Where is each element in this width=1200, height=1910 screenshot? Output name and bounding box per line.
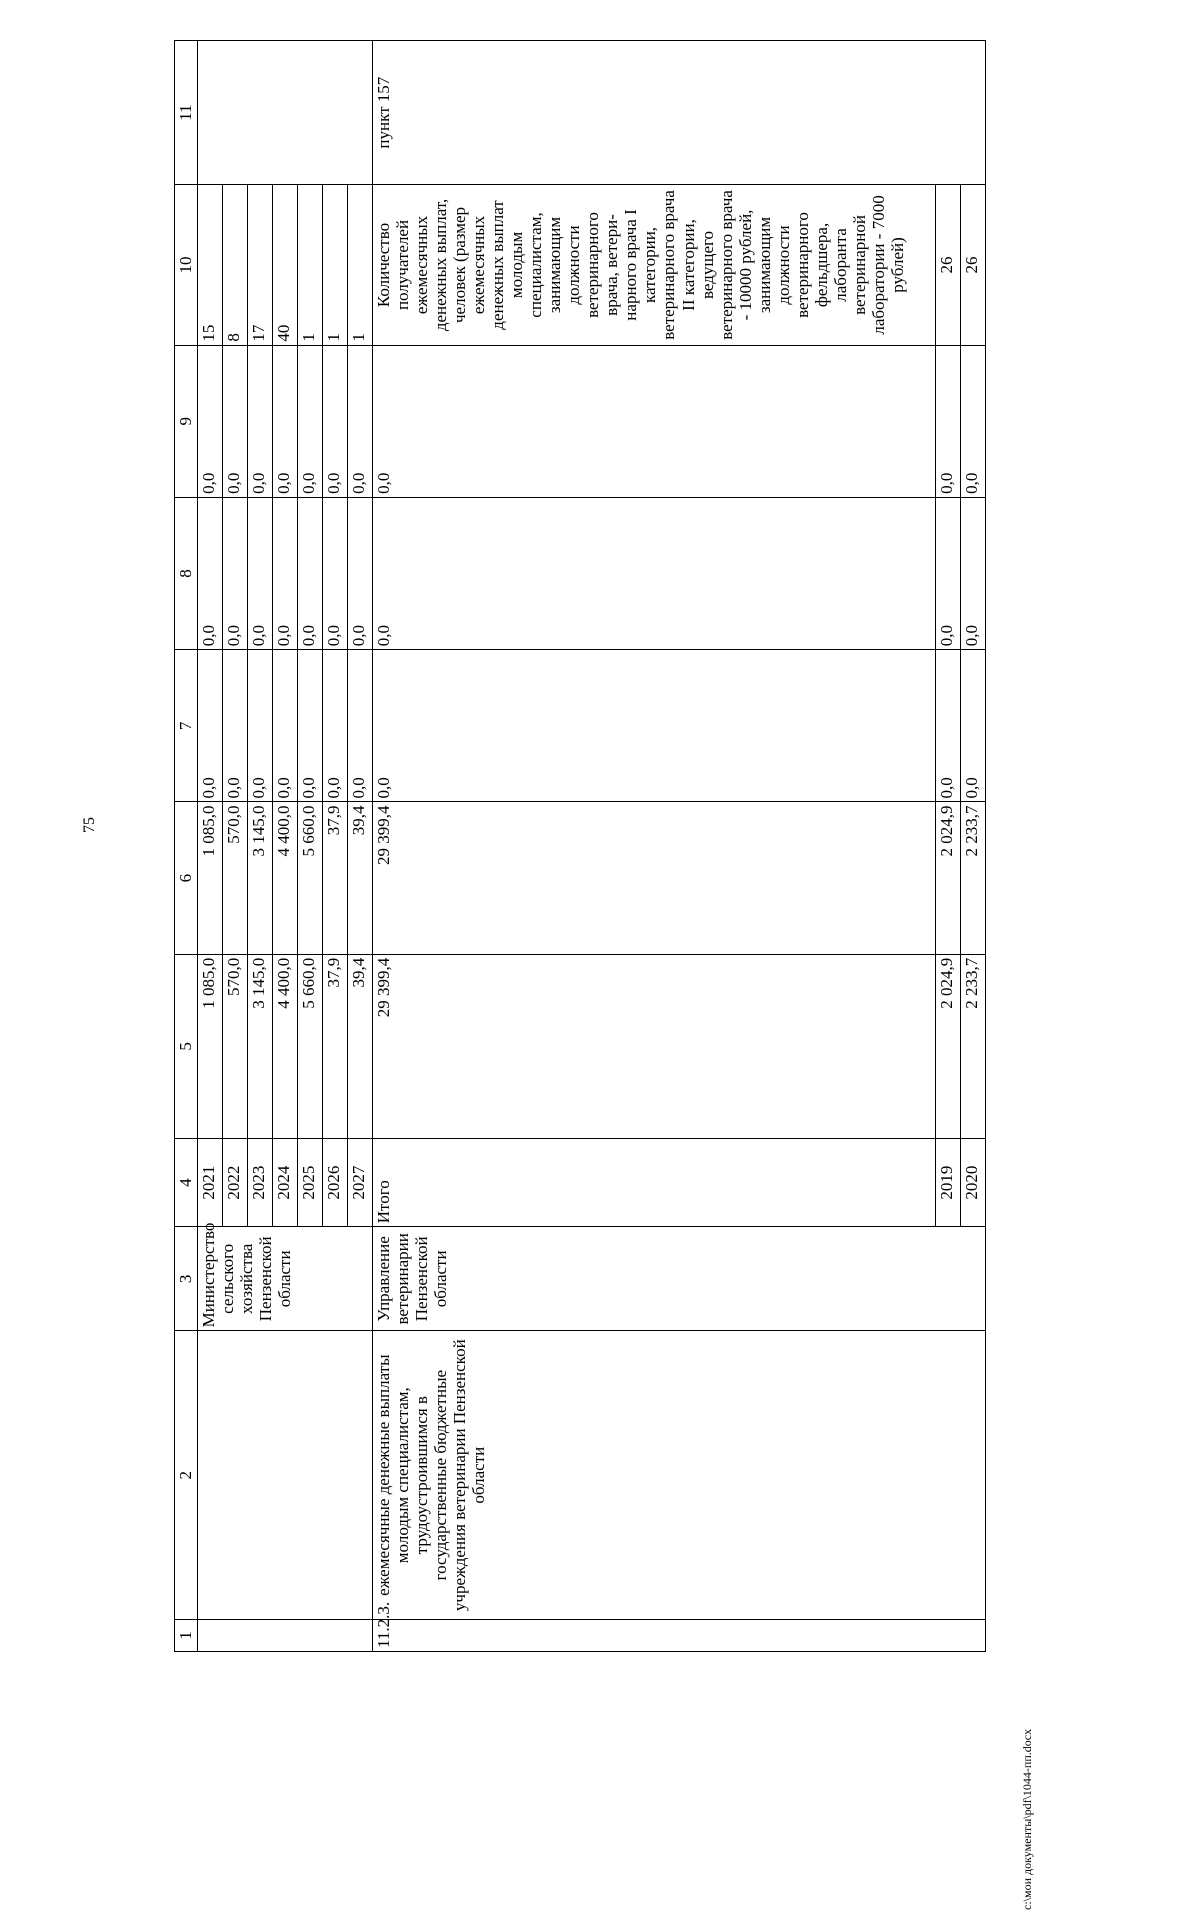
col-header: 7 (175, 650, 198, 802)
indicator-text: Количество получателей ежемесячных денежных выплат, человек (размер ежемесячных денежных выплат молодым специалистам, занимающим должности ветеринарного врача, ветери-нарного врача I категории, ветеринарного врача II категории, ведущего ветеринарного врача - 10000 рублей, занимающим должности ветеринарного фельдшера, лаборанта ветеринарной лаборатории - 7000 рублей) (373, 185, 936, 345)
table-row: Министерство сельского хозяйства Пензенской области 2021 1 085,0 1 085,0 0,0 0,0 0,0 15 (198, 41, 223, 1652)
col-header: 5 (175, 954, 198, 1138)
col-header: 11 (175, 41, 198, 185)
col-header: 1 (175, 1619, 198, 1651)
table-row: 2026 37,9 37,9 0,0 0,0 0,0 1 (323, 41, 348, 1652)
col-header: 8 (175, 497, 198, 649)
page-number: 75 (81, 817, 98, 833)
table-row: 2025 5 660,0 5 660,0 0,0 0,0 0,0 1 (298, 41, 323, 1652)
executor-vet: Управление ветеринарии Пензенской области (373, 1227, 986, 1331)
table-row: 2027 39,4 39,4 0,0 0,0 0,0 1 (348, 41, 373, 1652)
table-row: 2022 570,0 570,0 0,0 0,0 0,0 8 (223, 41, 248, 1652)
total-label: Итого (373, 1139, 936, 1227)
executor-ministry: Министерство сельского хозяйства Пензенской области (198, 1227, 373, 1331)
col-header: 9 (175, 345, 198, 497)
col-header: 4 (175, 1139, 198, 1227)
table-row: 2023 3 145,0 3 145,0 0,0 0,0 0,0 17 (248, 41, 273, 1652)
footer-file-path: c:\мои документы\pdf\1044-пп.docx (1020, 1728, 1034, 1910)
table-row: 2020 2 233,7 2 233,7 0,0 0,0 0,0 26 (961, 41, 986, 1652)
item-number: 11.2.3. (373, 1619, 986, 1651)
item-name: ежемесячные денежные выплаты молодым специалистам, трудоустроившимся в государственные бюджетные учреждения ветеринарии Пензенской области (373, 1331, 986, 1620)
table-row: 2019 2 024,9 2 024,9 0,0 0,0 0,0 26 (936, 41, 961, 1652)
col-header: 6 (175, 802, 198, 954)
header-row (175, 41, 198, 1652)
table-row: 2024 4 400,0 4 400,0 0,0 0,0 0,0 40 (273, 41, 298, 1652)
table-row-item: 11.2.3. ежемесячные денежные выплаты молодым специалистам, трудоустроившимся в государственные бюджетные учреждения ветеринарии Пензенской области Управление ветеринарии Пензенской области Итого 29 399,4 29 399,4 0,0 0,0 0,0 Количество получателей ежемесячных денежных выплат, человек (размер ежемесячных денежных выплат молодым специалистам, занимающим должности ветеринарного врача, ветери-нарного врача I категории, ветеринарного врача II категории, ведущего ветеринарного врача - 10000 рублей, занимающим должности ветеринарного фельдшера, лаборанта ветеринарной лаборатории - 7000 рублей) пункт 157 (373, 41, 936, 1652)
col-header: 2 (175, 1331, 198, 1620)
col-header: 10 (175, 185, 198, 345)
budget-table (174, 40, 1104, 1652)
reference: пункт 157 (373, 41, 986, 185)
col-header: 3 (175, 1227, 198, 1331)
